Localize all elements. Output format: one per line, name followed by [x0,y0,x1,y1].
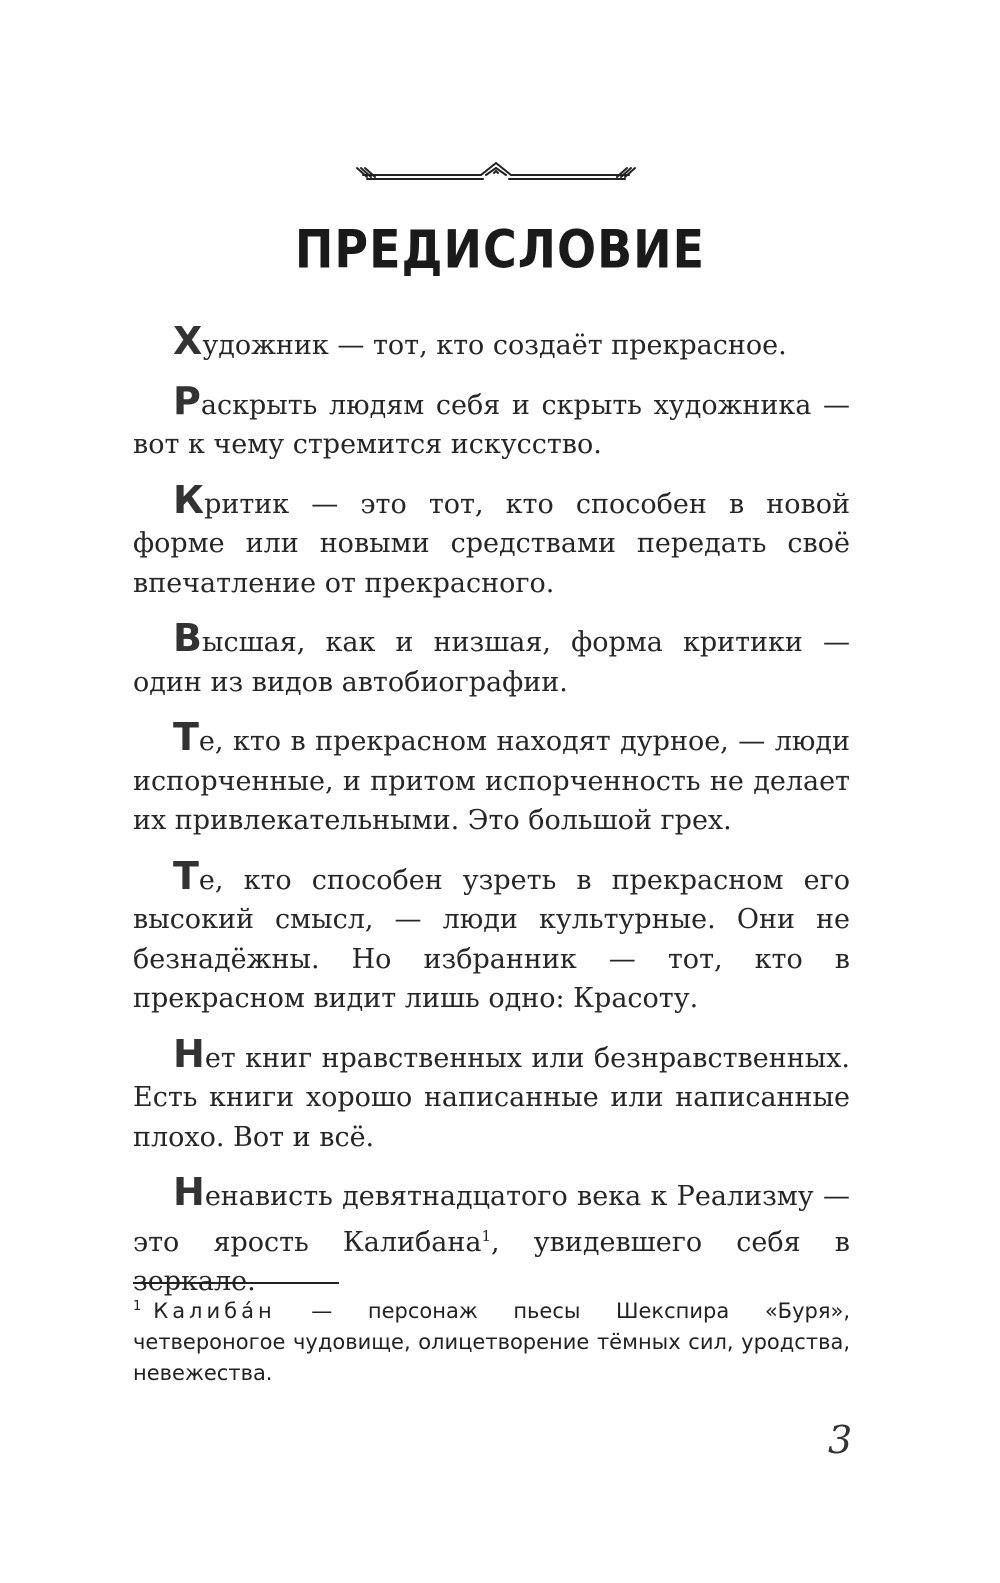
paragraph [133,853,850,1019]
paragraph [133,378,850,465]
body-text [133,319,850,1318]
footnote [133,1291,850,1389]
paragraph [133,319,850,366]
footnote-rule [133,1282,339,1284]
ornament-divider [355,160,637,184]
chapter-title: ПРЕДИСЛОВИЕ [294,217,706,281]
paragraph-text: е, кто в прекрасном находят дурное, — люди испорченные, и притом испорченность не делает их привлекательными. Это большой грех. [133,726,850,836]
paragraph-text: енависть девятнадцатого века к Реализму — это ярость Калибана [133,1181,850,1258]
paragraph [133,715,850,841]
paragraph-text-end: , увидевшего себя в зеркале. [133,1226,850,1297]
paragraph-text: аскрыть людям себя и скрыть художника — вот к чему стремится искусство. [133,389,850,460]
paragraph [133,616,850,702]
initial-letter: Т [173,715,199,759]
initial-letter: К [173,477,205,522]
page-number: 3 [828,1418,853,1462]
initial-letter: Т [173,853,199,898]
initial-letter: В [173,616,202,660]
initial-letter: Р [173,378,201,423]
footnote-reference[interactable]: 1 [481,1226,492,1245]
paragraph [133,477,850,604]
initial-letter: Н [173,1031,205,1076]
paragraph-text: ритик — это тот, кто способен в новой форме или новыми средствами передать своё впечатление от прекрасного. [133,488,850,599]
initial-letter: Х [173,319,203,363]
paragraph-text: ысшая, как и низшая, форма критики — один из видов автобиографии. [133,627,850,698]
footnote-term: Калиба́н [153,1299,276,1323]
paragraph [133,1031,850,1158]
footnote-text: — персонаж пьесы Шекспира «Буря», четвероногое чудовище, олицетворение тёмных сил, уродства, невежества. [133,1299,850,1385]
paragraph-text: ет книг нравственных или безнравственных. Есть книги хорошо написанные или написанные плохо. Вот и всё. [133,1042,850,1153]
paragraph-text: удожник — тот, кто создаёт прекрасное. [202,330,787,361]
initial-letter: Н [173,1170,205,1214]
footnote-number: 1 [133,1299,142,1314]
paragraph-text: е, кто способен узреть в прекрасном его высокий смысл, — люди культурные. Они не безнадёжны. Но избранник — тот, кто в прекрасном видит лишь одно: Красоту. [133,864,850,1014]
